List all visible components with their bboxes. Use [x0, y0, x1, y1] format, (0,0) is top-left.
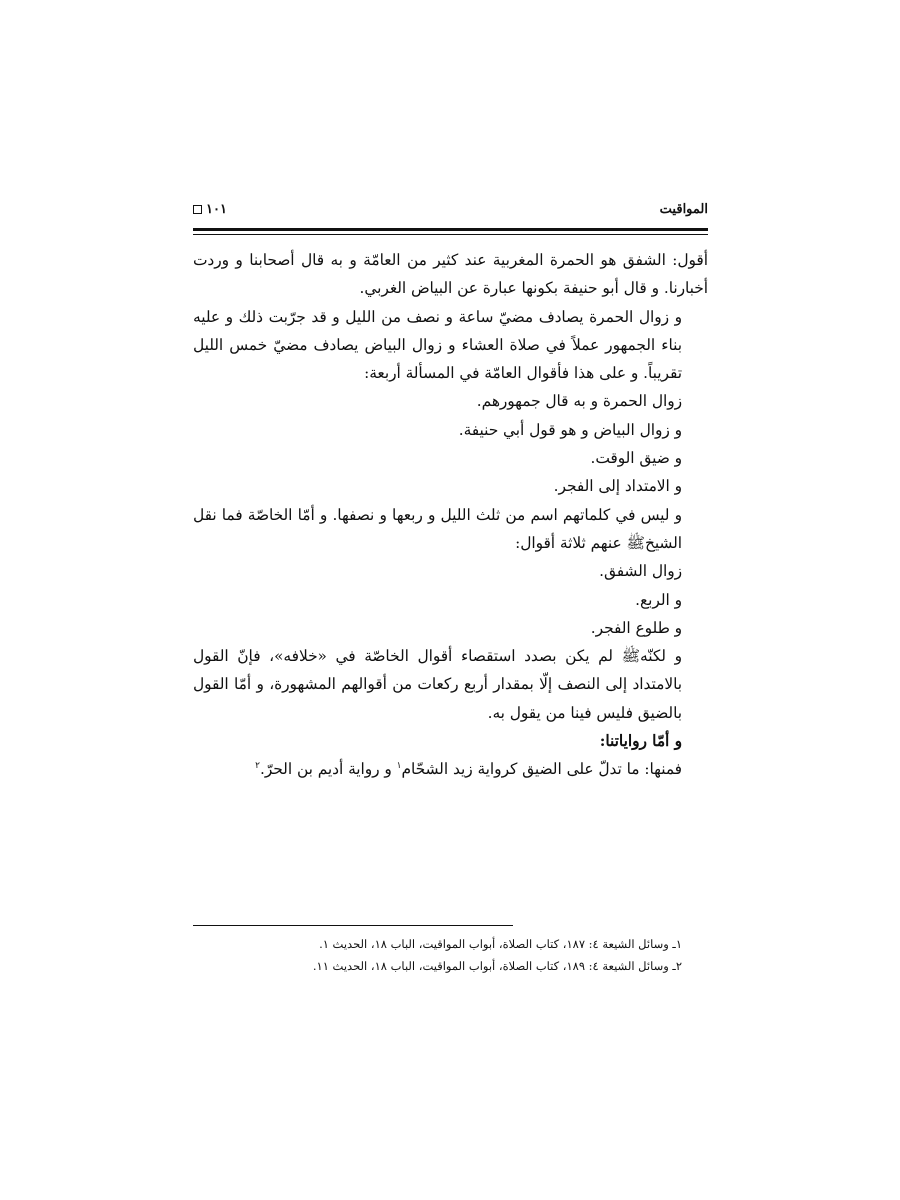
list-item: و زوال البياض و هو قول أبي حنيفة.	[458, 420, 682, 439]
footnote-ref[interactable]: ١	[396, 761, 402, 772]
list-item: و الامتداد إلى الفجر.	[553, 477, 682, 496]
running-header	[193, 198, 708, 226]
page-number-text: ١٠١	[206, 202, 227, 217]
paragraph-text: و رواية أديم بن الحرّ.	[260, 760, 397, 779]
page-number	[193, 202, 227, 217]
paragraph-text: فمنها: ما تدلّ على الضيق كرواية زيد الشحّام	[401, 760, 682, 779]
footnotes	[193, 933, 708, 977]
footnote-ref[interactable]: ٢	[255, 761, 260, 772]
chapter-title: المواقيت	[659, 202, 708, 217]
footnote-divider	[193, 925, 513, 926]
paragraph: و لكنّه‏ﷺ لم يكن بصدد استقصاء أقوال الخاصّة في «خلافه»، فإنّ القول بالامتداد إلى النصف إلّا بمقدار أربع ركعات من أقوالهم المشهورة، و أمّا القول بالضيق فليس فينا من يقول به.	[193, 647, 682, 722]
header-rule-thin	[193, 234, 708, 235]
list-item: و ضيق الوقت.	[590, 449, 682, 468]
list-item: زوال الشفق.	[599, 562, 682, 581]
footnote: ٢ـ وسائل الشيعة ٤: ١٨٩، كتاب الصلاة، أبواب المواقيت، الباب ١٨، الحديث ١١.	[312, 959, 682, 973]
paragraph: و ليس في كلماتهم اسم من ثلث الليل و ربعها و نصفها. و أمّا الخاصّة فما نقل الشيخ‏ﷺ عنهم ثلاثة أقوال:	[193, 505, 682, 552]
paragraph	[193, 755, 708, 783]
main-text	[193, 246, 708, 784]
square-bullet-icon	[193, 205, 202, 214]
section-heading: و أمّا رواياتنا:	[599, 732, 682, 751]
header-rule-thick	[193, 228, 708, 231]
list-item: زوال الحمرة و به قال جمهورهم.	[476, 392, 682, 411]
paragraph: أقول: الشفق هو الحمرة المغربية عند كثير من العامّة و به قال أصحابنا و وردت أخبارنا. و قال أبو حنيفة بكونها عبارة عن البياض الغربي.	[193, 251, 708, 298]
paragraph: و زوال الحمرة يصادف مضيّ ساعة و نصف من الليل و قد جرّبت ذلك و عليه بناء الجمهور عملاً في صلاة العشاء و زوال البياض يصادف مضيّ خمس الليل تقريباً. و على هذا فأقوال العامّة في المسألة أربعة:	[193, 307, 682, 383]
list-item: و الربع.	[635, 590, 682, 609]
list-item: و طلوع الفجر.	[590, 618, 682, 637]
footnote: ١ـ وسائل الشيعة ٤: ١٨٧، كتاب الصلاة، أبواب المواقيت، الباب ١٨، الحديث ١.	[319, 937, 682, 951]
book-page	[193, 0, 708, 1200]
